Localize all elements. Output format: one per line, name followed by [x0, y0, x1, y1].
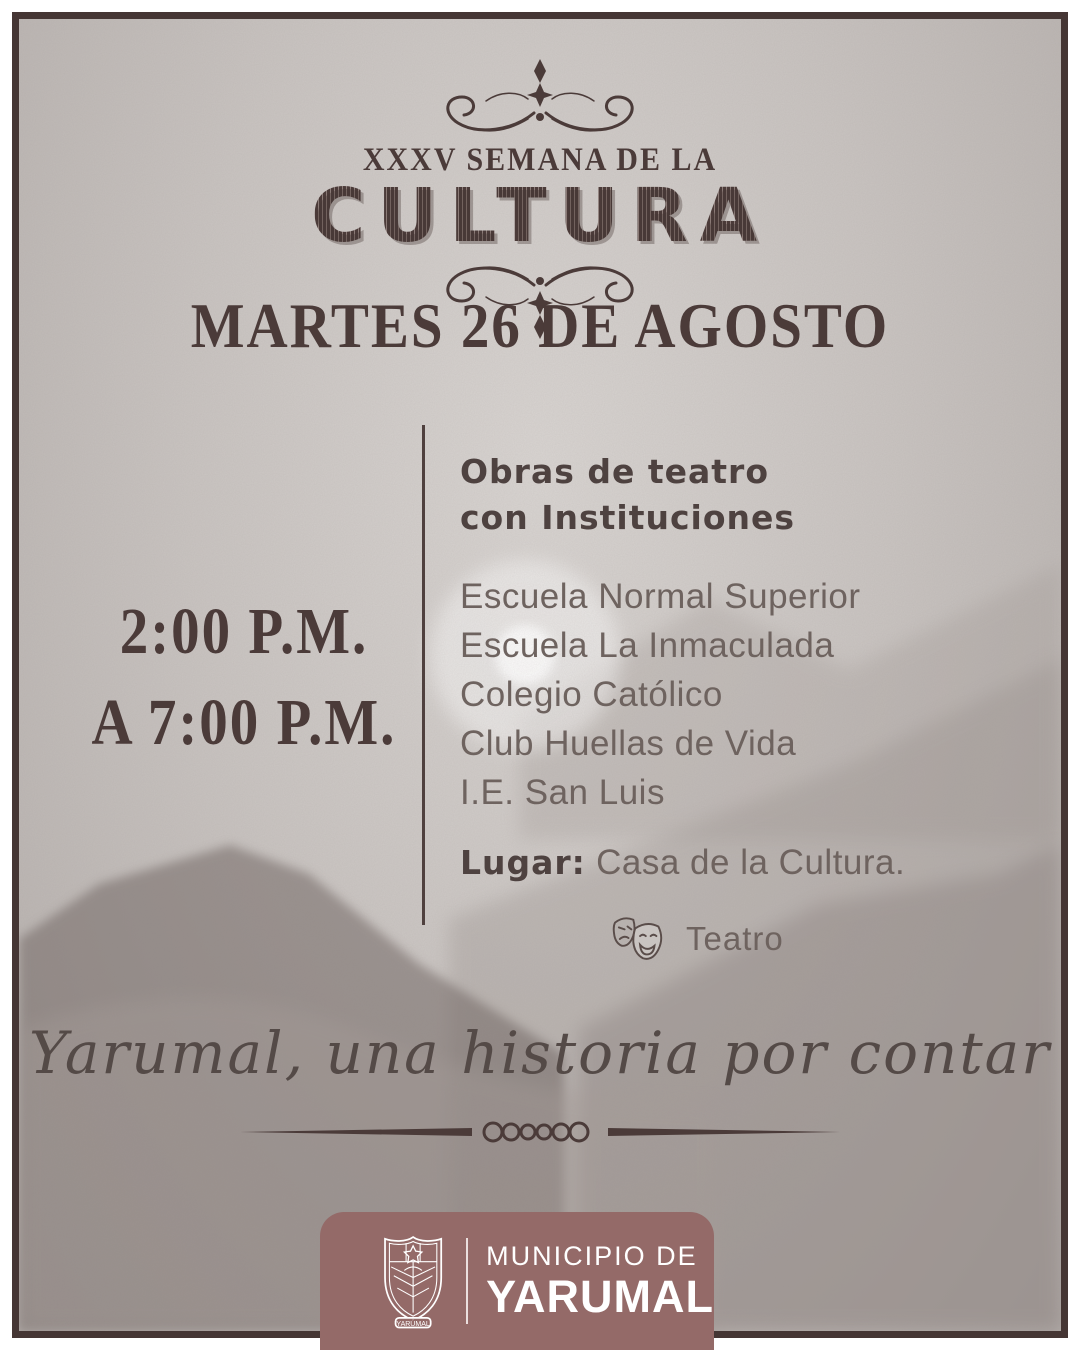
event-date: MARTES 26 DE AGOSTO — [190, 291, 890, 362]
venue-line — [460, 843, 960, 883]
brand-divider — [466, 1238, 468, 1324]
time-end: A 7:00 P.M. — [91, 686, 397, 759]
municipality-brand-box — [320, 1212, 714, 1350]
yarumal-crest-shield-icon — [378, 1229, 448, 1333]
list-item: Escuela Normal Superior — [460, 577, 861, 617]
list-item: Club Huellas de Vida — [460, 724, 797, 764]
city-slogan: Yarumal, una historia por contar — [29, 1019, 1051, 1087]
venue-value: Casa de la Cultura. — [596, 843, 906, 883]
program-heading-line2: con Instituciones — [460, 497, 796, 537]
list-item: Colegio Católico — [460, 675, 723, 715]
program-heading — [460, 449, 960, 540]
event-time — [79, 595, 409, 759]
venue-label: Lugar: — [460, 843, 586, 883]
program-details — [460, 449, 960, 965]
brand-line2: YARUMAL — [486, 1270, 714, 1322]
poster-canvas — [19, 19, 1061, 1331]
theater-masks-icon — [610, 913, 672, 965]
program-heading-line1: Obras de teatro — [460, 452, 769, 491]
category-label: Teatro — [686, 920, 784, 958]
category-row — [610, 913, 960, 965]
ornamental-flourish-icon — [420, 55, 660, 141]
event-series-kicker: XXXV SEMANA DE LA — [362, 141, 718, 178]
brand-text — [486, 1242, 714, 1320]
slogan-ornament — [19, 1117, 1061, 1152]
list-item: I.E. San Luis — [460, 773, 665, 813]
shield-banner-text: YARÚMAL — [396, 1320, 430, 1328]
list-item: Escuela La Inmaculada — [460, 626, 835, 666]
institutions-list — [460, 572, 960, 817]
brand-line1: MUNICIPIO DE — [486, 1241, 698, 1272]
divider-ornament-icon — [210, 1117, 870, 1147]
event-title: CULTURA — [19, 179, 1061, 253]
time-start: 2:00 P.M. — [119, 595, 369, 668]
vertical-divider — [422, 425, 425, 925]
